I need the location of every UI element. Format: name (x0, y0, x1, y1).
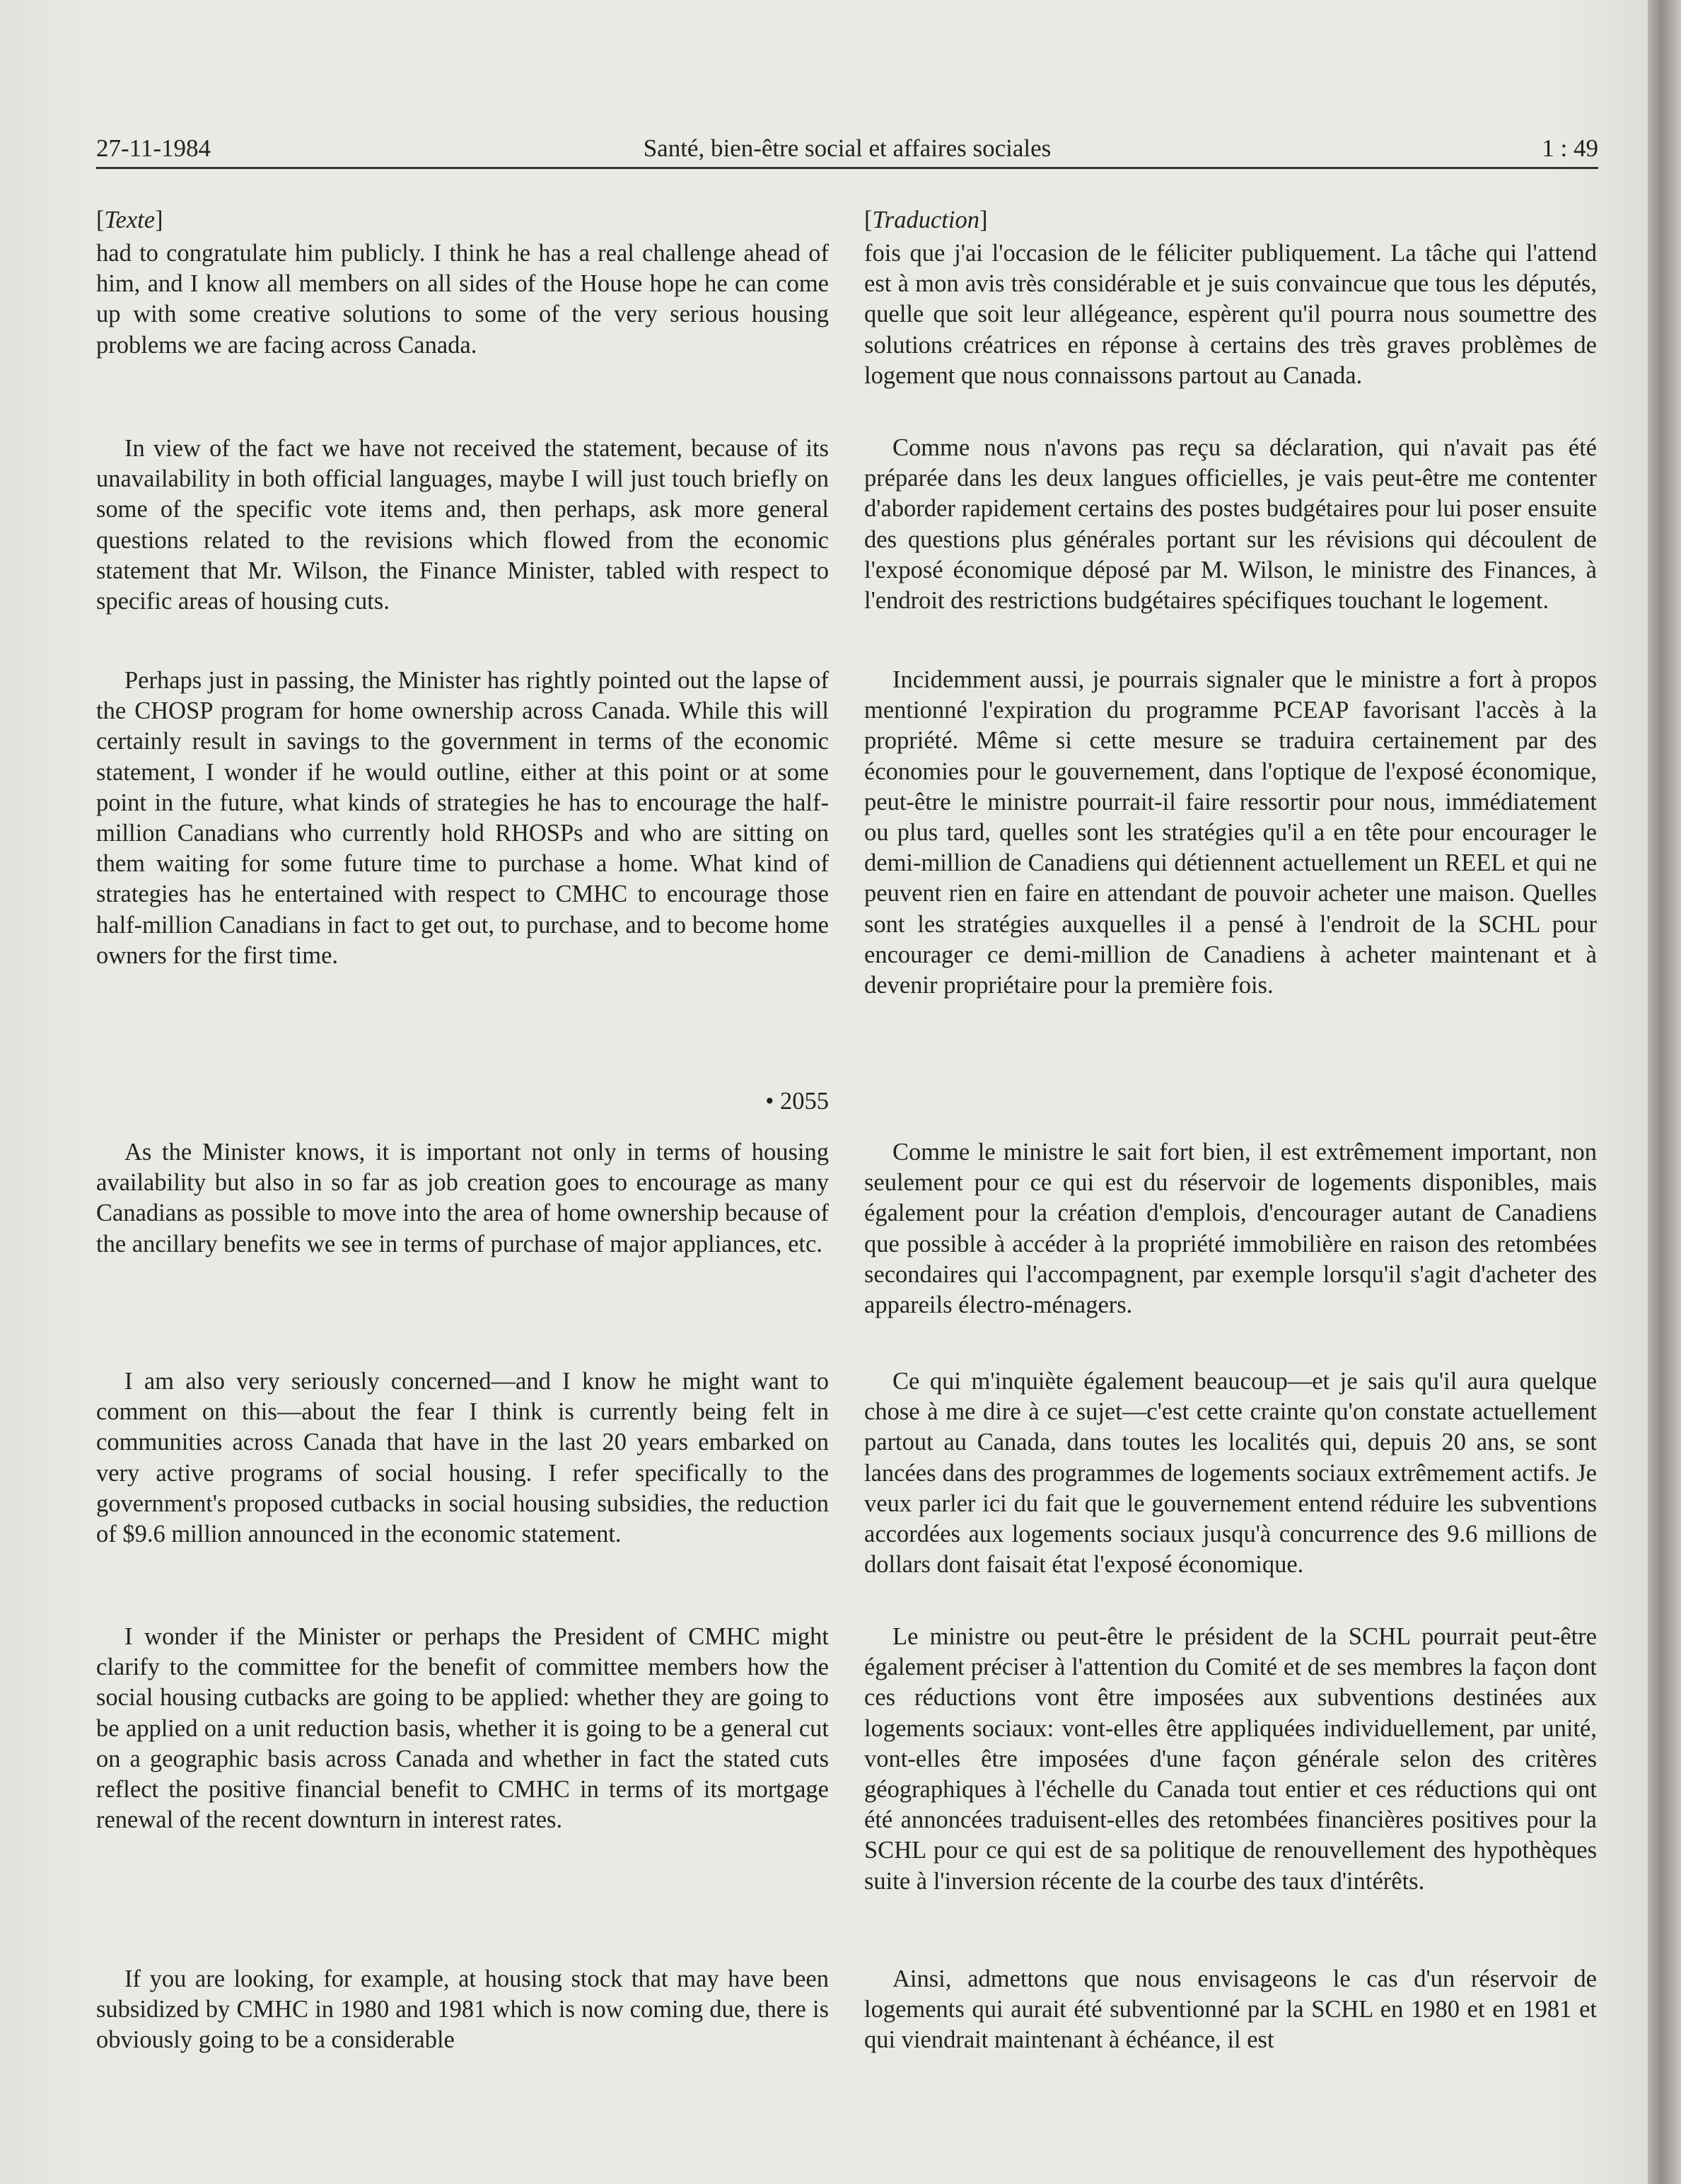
header-rule (96, 167, 1598, 169)
page-edge (1648, 0, 1681, 2184)
paragraph: Ainsi, admettons que nous envisageons le cas d'un réservoir de logements qui aurait été subventionné par la SCHL en 1980 et en 1981 et qui viendrait maintenant à échéance, il est (864, 1965, 1597, 2054)
paragraph: If you are looking, for example, at housing stock that may have been subsidized by CMHC in 1980 and 1981 which is now coming due, there is obviously going to be a considerable (96, 1965, 829, 2054)
language-tag: [Texte] (96, 207, 163, 233)
header-page-number: 1 : 49 (1542, 134, 1598, 162)
language-tag: [Traduction] (864, 207, 988, 233)
paragraph: In view of the fact we have not received the statement, because of its unavailability in both official languages, maybe I will just touch briefly on some of the specific vote items and, then perhaps, ask more general questions related to the revisions which flowed from the economic statement that Mr. Wilson, the Finance Minister, tabled with respect to specific areas of housing cuts. (96, 435, 829, 615)
running-header (96, 133, 1598, 167)
header-title: Santé, bien-être social et affaires sociales (643, 134, 1052, 162)
paragraph: Perhaps just in passing, the Minister has rightly pointed out the lapse of the CHOSP program for home ownership across Canada. While this will certainly result in savings to the government in terms of the economic statement, I wonder if he would outline, either at this point or at some point in the future, what kinds of strategies he has to encourage the half-million Canadians who currently hold RHOSPs and who are sitting on them waiting for some future time to purchase a home. What kind of strategies has he entertained with respect to CMHC to encourage those half-million Canadians in fact to get out, to purchase, and to become home owners for the first time. (96, 667, 829, 969)
time-stamp: • 2055 (765, 1088, 829, 1115)
paragraph: Ce qui m'inquiète également beaucoup—et je sais qu'il aura quelque chose à me dire à ce sujet—c'est cette crainte qu'on constate actuellement partout au Canada, dans toutes les localités qui, depuis 20 ans, se sont lancées dans des programmes de logements sociaux extrêmement actifs. Je veux parler ici du fait que le gouvernement entend réduire les subventions accordées aux logements sociaux jusqu'à concurrence des 9.6 millions de dollars dont faisait état l'exposé économique. (864, 1368, 1597, 1579)
french-column (864, 205, 1597, 2086)
paragraph: Incidemment aussi, je pourrais signaler que le ministre a fort à propos mentionné l'expiration du programme PCEAP favorisant l'accès à la propriété. Même si cette mesure se traduira certainement par des économies pour le gouvernement, dans l'optique de l'exposé économique, peut-être le ministre pourrait-il faire ressortir pour nous, immédiatement ou plus tard, quelles sont les stratégies qu'il a en tête pour encourager le demi-million de Canadiens qui détiennent actuellement un REEL et qui ne peuvent rien en faire en attendant de pouvoir acheter une maison. Quelles sont les stratégies auxquelles il a pensé à l'endroit de la SCHL pour encourager ce demi-million de Canadiens à acheter maintenant et à devenir propriétaire pour la première fois. (864, 666, 1597, 999)
paragraph: Comme nous n'avons pas reçu sa déclaration, qui n'avait pas été préparée dans les deux langues officielles, je vais peut-être me contenter d'aborder rapidement certains des postes budgétaires pour lui poser ensuite des questions plus générales portant sur les révisions qui découlent de l'exposé économique déposé par M. Wilson, le ministre des Finances, à l'endroit des restrictions budgétaires spécifiques touchant le logement. (864, 434, 1597, 615)
paragraph: As the Minister knows, it is important not only in terms of housing availability but also in so far as job creation goes to encourage as many Canadians as possible to move into the area of home ownership because of the ancillary benefits we see in terms of purchase of major appliances, etc. (96, 1139, 829, 1257)
paragraph: had to congratulate him publicly. I think he has a real challenge ahead of him, and I know all members on all sides of the House hope he can come up with some creative solutions to some of the very serious housing problems we are facing across Canada. (96, 240, 829, 359)
paragraph: fois que j'ai l'occasion de le féliciter publiquement. La tâche qui l'attend est à mon avis très considérable et je suis convaincue que tous les députés, quelle que soit leur allégeance, espèrent qu'il pourra nous soumettre des solutions créatrices en réponse à certains des très graves problèmes de logement que nous connaissons partout au Canada. (864, 240, 1597, 389)
paragraph: I wonder if the Minister or perhaps the President of CMHC might clarify to the committee for the benefit of committee members how the social housing cutbacks are going to be applied: whether they are going to be applied on a unit reduction basis, whether it is going to be a general cut on a geographic basis across Canada and whether in fact the stated cuts reflect the positive financial benefit to CMHC in terms of its mortgage renewal of the recent downturn in interest rates. (96, 1623, 829, 1834)
paragraph: I am also very seriously concerned—and I know he might want to comment on this—about the fear I think is currently being felt in communities across Canada that have in the last 20 years embarked on very active programs of social housing. I refer specifically to the government's proposed cutbacks in social housing subsidies, the reduction of $9.6 million announced in the economic statement. (96, 1368, 829, 1548)
paragraph: Le ministre ou peut-être le président de la SCHL pourrait peut-être également préciser à l'attention du Comité et de ses membres la façon dont ces réductions vont être imposées aux subventions destinées aux logements sociaux: vont-elles être appliquées individuellement, par unité, vont-elles être imposées d'une façon générale selon des critères géographiques à l'échelle du Canada tout entier et ces réductions qui ont été annoncées traduisent-elles des retombées financières positives pour la SCHL pour ce qui est de sa politique de renouvellement des hypothèques suite à l'inversion récente de la courbe des taux d'intérêts. (864, 1623, 1597, 1895)
english-column (96, 205, 829, 2086)
paragraph: Comme le ministre le sait fort bien, il est extrêmement important, non seulement pour ce qui est du réservoir de logements disponibles, mais également pour la création d'emplois, d'encourager autant de Canadiens que possible à accéder à la propriété immobilière en raison des retombées secondaires qui l'accompagnent, par exemple lorsqu'il s'agit d'acheter des appareils électro-ménagers. (864, 1139, 1597, 1319)
header-date: 27-11-1984 (96, 134, 211, 162)
